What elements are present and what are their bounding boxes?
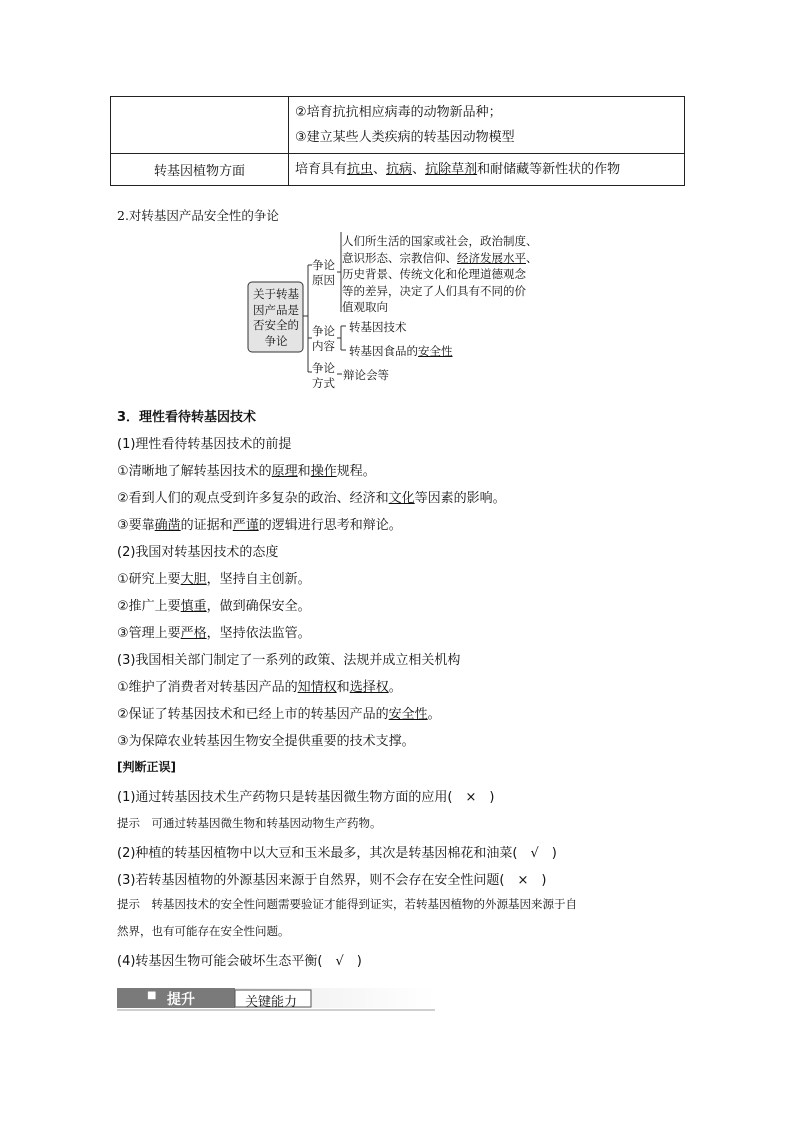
text: ，坚持依法监管。 bbox=[206, 626, 311, 641]
text: 、 bbox=[526, 250, 538, 265]
text: ，坚持自主创新。 bbox=[206, 572, 311, 587]
text: ③管理上要 bbox=[117, 626, 181, 641]
paragraph-line bbox=[117, 595, 311, 614]
label-line: 方式 bbox=[312, 376, 335, 390]
underlined-term: 抗虫 bbox=[347, 162, 374, 177]
diagram-lines bbox=[0, 0, 794, 400]
text: 。 bbox=[388, 680, 402, 695]
judge-question: (3)若转基因植物的外源基因来源于自然界，则不会存在安全性问题( × ) bbox=[117, 873, 547, 888]
text: ①维护了消费者对转基因产品的 bbox=[117, 680, 298, 695]
label-line: 争论 bbox=[312, 324, 335, 338]
reason-line: 等的差异，决定了人们具有不同的价 bbox=[342, 283, 526, 298]
root-line: 关于转基 bbox=[253, 287, 299, 301]
label-line: 争论 bbox=[312, 361, 335, 375]
text: 转基因食品的 bbox=[349, 344, 418, 358]
underlined-term: 抗病 bbox=[386, 162, 413, 177]
text: 的证据和 bbox=[180, 518, 233, 533]
text: ①清晰地了解转基因技术的 bbox=[117, 464, 272, 479]
branch-method-label bbox=[312, 361, 335, 391]
underlined-term: 严谨 bbox=[232, 518, 259, 533]
reason-line: 值观取向 bbox=[342, 300, 388, 314]
underlined-term: 经济发展水平 bbox=[457, 250, 526, 265]
text: 。 bbox=[427, 707, 441, 722]
paragraph-line bbox=[117, 676, 402, 695]
paragraph-line bbox=[117, 487, 506, 506]
branch-content-label bbox=[312, 324, 335, 354]
content-item bbox=[349, 343, 453, 359]
underlined-term: 原理 bbox=[271, 464, 298, 479]
paragraph-head: (3)我国相关部门制定了一系列的政策、法规并成立相关机构 bbox=[117, 653, 461, 668]
underlined-term: 安全性 bbox=[388, 707, 428, 722]
reason-line: 历史背景、传统文化和伦理道德观念 bbox=[342, 267, 526, 281]
underlined-term: 确凿 bbox=[154, 518, 181, 533]
text: 的逻辑进行思考和辩论。 bbox=[258, 518, 402, 533]
paragraph-line bbox=[117, 514, 402, 533]
judge-question: (2)种植的转基因植物中以大豆和玉米最多，其次是转基因棉花和油菜( √ ) bbox=[117, 846, 557, 861]
section-banner bbox=[117, 988, 435, 1010]
table-line: ②培育抗抗相应病毒的动物新品种； bbox=[295, 105, 502, 120]
method-item: 辩论会等 bbox=[343, 368, 389, 382]
text: 、 bbox=[373, 162, 387, 177]
branch-reason-text bbox=[342, 233, 538, 316]
label-line: 内容 bbox=[312, 339, 335, 353]
underlined-term: 严格 bbox=[180, 626, 207, 641]
table-cell-plant-heading: 转基因植物方面 bbox=[111, 154, 289, 186]
text: ②看到人们的观点受到许多复杂的政治、经济和 bbox=[117, 491, 389, 506]
banner-square-icon: ■ bbox=[147, 990, 157, 1001]
banner-left-label: 提升 bbox=[167, 992, 195, 1008]
paragraph-line bbox=[117, 703, 441, 722]
underlined-term: 抗除草剂 bbox=[425, 162, 478, 177]
text: ①研究上要 bbox=[117, 572, 181, 587]
diagram-root-label bbox=[251, 287, 301, 349]
diagram-bracket-content bbox=[337, 326, 346, 350]
underlined-term: 大胆 bbox=[180, 572, 207, 587]
underlined-term: 知情权 bbox=[297, 680, 337, 695]
root-line: 争论 bbox=[264, 333, 288, 348]
paragraph-head: (1)理性看待转基因技术的前提 bbox=[117, 437, 292, 452]
underlined-term: 慎重 bbox=[180, 599, 207, 614]
judge-hint: 提示 可通过转基因微生物和转基因动物生产药物。 bbox=[117, 816, 382, 830]
root-line: 否安全的 bbox=[253, 318, 299, 332]
paragraph-head: (2)我国对转基因技术的态度 bbox=[117, 545, 279, 560]
root-line: 因产品是 bbox=[253, 302, 299, 317]
text: 和 bbox=[336, 680, 350, 695]
banner-right-label: 关键能力 bbox=[245, 995, 298, 1010]
underlined-term: 文化 bbox=[388, 491, 415, 506]
judge-question: (4)转基因生物可能会破坏生态平衡( √ ) bbox=[117, 954, 362, 969]
judge-hint: 提示 转基因技术的安全性问题需要验证才能得到证实，若转基因植物的外源基因来源于自 bbox=[117, 897, 577, 911]
text: ②保证了转基因技术和已经上市的转基因产品的 bbox=[117, 707, 389, 722]
label-line: 原因 bbox=[312, 273, 335, 287]
text: 等因素的影响。 bbox=[414, 491, 506, 506]
underlined-term: 操作 bbox=[310, 464, 337, 479]
paragraph-line: ③为保障农业转基因生物安全提供重要的技术支撑。 bbox=[117, 734, 415, 749]
branch-reason-label bbox=[312, 258, 335, 288]
text: ，做到确保安全。 bbox=[206, 599, 311, 614]
text: ③要靠 bbox=[117, 518, 155, 533]
section-title: 3．理性看待转基因技术 bbox=[117, 410, 257, 425]
content-item: 转基因技术 bbox=[349, 320, 407, 334]
reason-line bbox=[342, 250, 538, 267]
paragraph-line bbox=[117, 622, 311, 641]
diagram-bracket-reason bbox=[337, 232, 341, 312]
judge-question: (1)通过转基因技术生产药物只是转基因微生物方面的应用( × ) bbox=[117, 790, 495, 805]
text: 意识形态、宗教信仰、 bbox=[342, 250, 457, 265]
text: 、 bbox=[412, 162, 426, 177]
text: 和 bbox=[297, 464, 311, 479]
section-title: 2.对转基因产品安全性的争论 bbox=[117, 208, 279, 223]
text: ②推广上要 bbox=[117, 599, 181, 614]
underlined-term: 安全性 bbox=[418, 344, 453, 358]
text: 和耐储藏等新性状的作物 bbox=[477, 162, 621, 177]
paragraph-line bbox=[117, 460, 376, 479]
underlined-term: 选择权 bbox=[349, 680, 389, 695]
label-line: 争论 bbox=[312, 258, 335, 272]
judge-hint: 然界，也有可能存在安全性问题。 bbox=[117, 924, 290, 938]
text: 培育具有 bbox=[295, 162, 348, 177]
table-line: ③建立某些人类疾病的转基因动物模型 bbox=[295, 130, 515, 145]
judge-heading: [判断正误] bbox=[117, 760, 176, 774]
text: 规程。 bbox=[336, 464, 376, 479]
reason-line: 人们所生活的国家或社会，政治制度、 bbox=[342, 234, 538, 248]
paragraph-line bbox=[117, 568, 311, 587]
